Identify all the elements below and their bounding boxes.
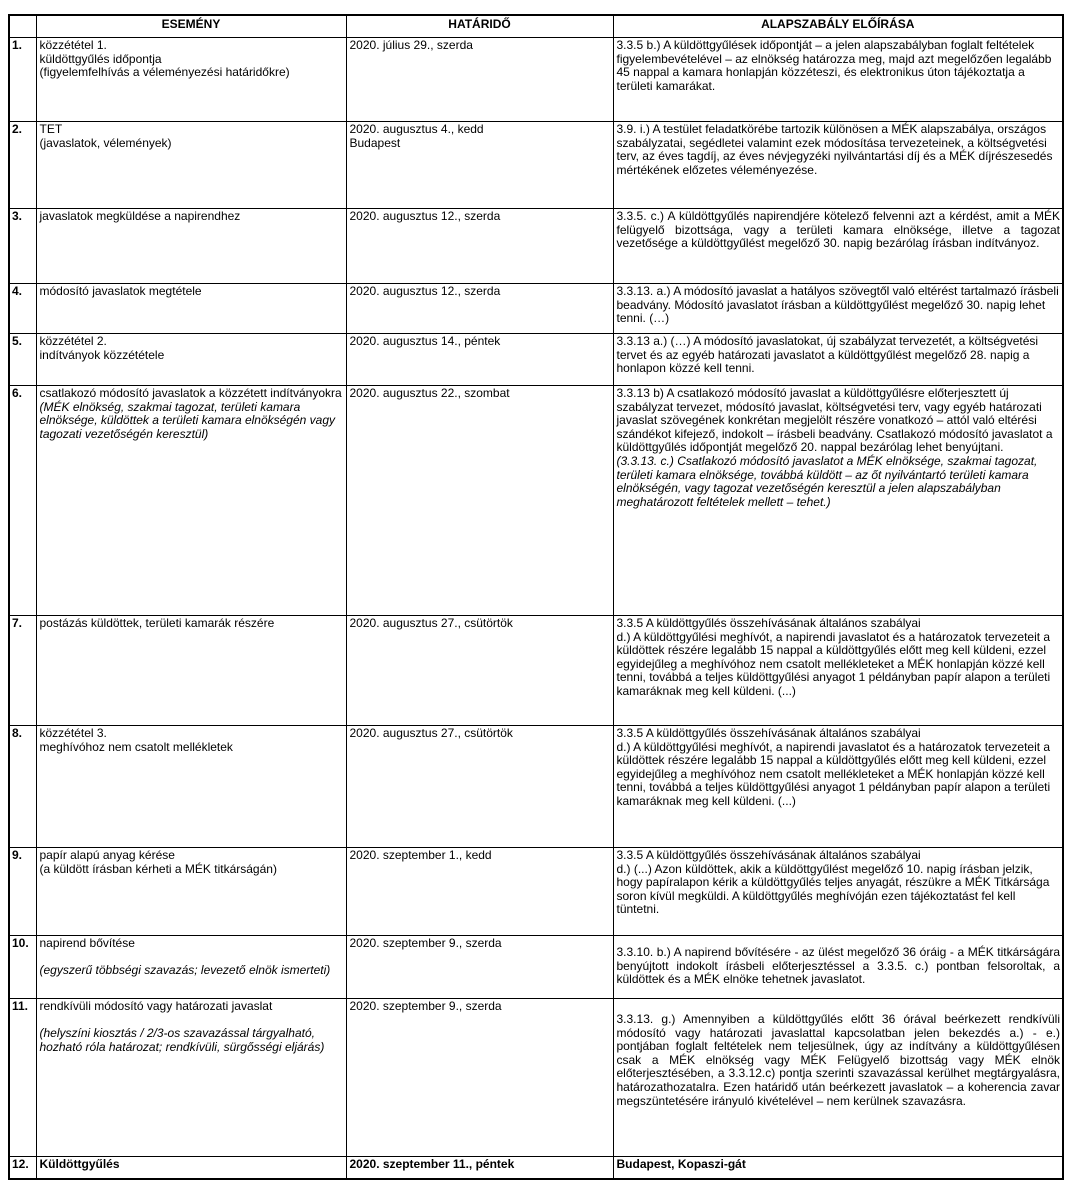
deadline-cell: [346, 122, 613, 209]
event-line: küldöttgyűlés időpontja: [39, 51, 162, 66]
event-cell: [36, 999, 346, 1157]
row-number: [9, 848, 36, 936]
provision-cell: [613, 936, 1063, 999]
event-line: (figyelemfelhívás a véleményezési határidőkre): [39, 65, 290, 80]
provision-cell: [613, 209, 1063, 284]
event-line: közzététel 3.: [39, 726, 107, 740]
provision-cell: [613, 284, 1063, 334]
provision-cell: [613, 38, 1063, 122]
deadline-cell: [346, 616, 613, 726]
provision-paragraph: 3.3.5 A küldöttgyűlés összehívásának általános szabályai: [616, 726, 921, 740]
event-line: (helyszíni kiosztás / 2/3-os szavazással tárgyalható, hozható róla határozat; rendkívüli, sürgősségi eljárás): [39, 1026, 325, 1054]
row-number: [9, 616, 36, 726]
column-header-event: ESEMÉNY: [36, 15, 346, 38]
event-line: közzététel 1.: [39, 38, 107, 52]
table-row: [9, 38, 1063, 122]
deadline-line: 2020. szeptember 1., kedd: [349, 848, 492, 862]
event-line: [40, 951, 343, 965]
table-row: [9, 616, 1063, 726]
event-cell: [36, 284, 346, 334]
deadline-line: 2020. augusztus 12., szerda: [349, 209, 501, 223]
row-number: [9, 284, 36, 334]
table-row: [9, 999, 1063, 1157]
row-number: [9, 122, 36, 209]
event-cell: [36, 848, 346, 936]
num-line: 12.: [12, 1157, 29, 1171]
provision-paragraph: d.) A küldöttgyűlési meghívót, a napirendi javaslatot és a határozatok tervezeteit a küldöttek részére legalább 15 nappal a küldöttgyűlés előtt meg kell küldeni, ezzel egyidejűleg a meghívóhoz nem csatolt mellékleteket a MÉK honlapján közzé kell tenni, továbbá a teljes küldöttgyűlési anyagot 1 példányban papír alapon a területi kamaráknak meg kell küldeni. (...): [616, 629, 1051, 698]
event-line: Küldöttgyűlés: [39, 1157, 120, 1171]
table-row: [9, 726, 1063, 848]
deadline-cell: [346, 1157, 613, 1179]
row-number: [9, 1157, 36, 1179]
deadline-line: 2020. augusztus 14., péntek: [349, 334, 501, 348]
num-line: 8.: [12, 726, 23, 740]
deadline-cell: [346, 848, 613, 936]
num-line: 9.: [12, 848, 23, 862]
num-line: 2.: [12, 122, 23, 136]
deadline-cell: [346, 386, 613, 616]
provision-paragraph: 3.3.13. a.) A módosító javaslat a hatályos szövegtől való eltérést tartalmazó írásbeli beadvány. Módosító javaslatot írásban a küldöttgyűlést megelőző 30. napig lehet tenni. (…): [616, 284, 1059, 326]
schedule-table: [8, 14, 1064, 1180]
event-line: [40, 1014, 343, 1028]
deadline-line: 2020. augusztus 22., szombat: [349, 386, 510, 400]
event-line: (a küldött írásban kérheti a MÉK titkárságán): [39, 861, 277, 876]
num-line: 4.: [12, 284, 23, 298]
provision-cell: [613, 999, 1063, 1157]
row-number: [9, 334, 36, 386]
row-number: [9, 936, 36, 999]
provision-cell: [613, 616, 1063, 726]
event-line: (javaslatok, vélemények): [39, 135, 172, 150]
event-line: csatlakozó módosító javaslatok a közzétett indítványokra: [39, 386, 342, 400]
provision-cell: [613, 726, 1063, 848]
event-cell: [36, 334, 346, 386]
table-row: [9, 334, 1063, 386]
provision-cell: [613, 334, 1063, 386]
row-number: [9, 726, 36, 848]
row-number: [9, 999, 36, 1157]
deadline-cell: [346, 726, 613, 848]
deadline-line: 2020. augusztus 27., csütörtök: [349, 726, 513, 740]
num-line: 3.: [12, 209, 23, 223]
provision-paragraph: Budapest, Kopaszi-gát: [616, 1157, 746, 1171]
row-number: [9, 386, 36, 616]
provision-cell: [613, 122, 1063, 209]
provision-paragraph: 3.3.13. g.) Amennyiben a küldöttgyűlés előtt 36 órával beérkezett rendkívüli módosító vagy határozati javaslattal kapcsolatban jelen bekezdés a.) - e.) pontjában foglalt feltételek nem teljesülnek, úgy az indítvány a küldöttgyűlésen csak a MÉK elnökség vagy MÉK Felügyelő bizottság vagy MÉK elnök előterjesztésében, a 3.3.12.c) pontja szerinti szavazással kerülhet megtárgyalásra, határozathozatalra. Ezen határidő után beérkezett javaslatok – a koherencia zavar megszüntetésére irányuló kivételével – nem kerülnek szavazásra.: [616, 1012, 1060, 1108]
event-line: TET: [39, 122, 63, 136]
num-line: 6.: [12, 386, 23, 400]
provision-paragraph: 3.3.13 a.) (…) A módosító javaslatokat, új szabályzat tervezetét, a költségvetési tervet és az egyéb határozati javaslatot a küldöttgyűlést megelőző 28. napig a honlapon közzé kell tenni.: [616, 334, 1039, 376]
num-line: 11.: [12, 999, 29, 1013]
provision-paragraph: d.) A küldöttgyűlési meghívót, a napirendi javaslatot és a határozatok tervezeteit a küldöttek részére legalább 15 nappal a küldöttgyűlés előtt meg kell küldeni, ezzel egyidejűleg a meghívóhoz nem csatolt mellékleteket a MÉK honlapján közzé kell tenni, továbbá a teljes küldöttgyűlési anyagot 1 példányban papír alapon a területi kamaráknak meg kell küldeni. (...): [616, 739, 1051, 808]
event-cell: [36, 936, 346, 999]
event-line: (egyszerű többségi szavazás; levezető elnök ismerteti): [39, 963, 331, 978]
provision-cell: [613, 1157, 1063, 1179]
provision-paragraph: 3.3.5 b.) A küldöttgyűlések időpontját – a jelen alapszabályban foglalt feltételek figyelembevételével – az elnökség határozza meg, majd azt megelőzően legalább 45 nappal a kamara honlapján közzéteszi, és elektronikus úton tájékoztatja a területi kamarákat.: [616, 38, 1052, 93]
table-row: [9, 386, 1063, 616]
event-line: rendkívüli módosító vagy határozati javaslat: [39, 999, 273, 1013]
deadline-cell: [346, 38, 613, 122]
provision-paragraph: 3.3.5 A küldöttgyűlés összehívásának általános szabályai: [616, 616, 921, 630]
table-row: [9, 284, 1063, 334]
deadline-line: 2020. augusztus 27., csütörtök: [349, 616, 513, 630]
provision-paragraph: 3.3.5. c.) A küldöttgyűlés napirendjére kötelező felvenni azt a kérdést, amit a MÉK felügyelő bizottsága, vagy a területi kamara elnöksége, illetve a tagozat vezetősége a küldöttgyűlést megelőző 30. napig bezárólag írásban indítványoz.: [616, 209, 1060, 251]
event-line: közzététel 2.: [39, 334, 107, 348]
event-line: papír alapú anyag kérése: [39, 848, 175, 862]
num-line: 7.: [12, 616, 23, 630]
column-header-deadline: HATÁRIDŐ: [346, 15, 613, 38]
deadline-cell: [346, 936, 613, 999]
event-line: módosító javaslatok megtétele: [39, 284, 202, 298]
event-line: indítványok közzététele: [39, 347, 165, 362]
num-line: 1.: [12, 38, 23, 52]
event-line: postázás küldöttek, területi kamarák részére: [39, 616, 275, 630]
provision-paragraph: d.) (...) Azon küldöttek, akik a küldöttgyűlést megelőző 10. napig írásban jelzik, hogy papíralapon kérik a küldöttgyűlés teljes anyagát, részükre a MÉK Titkársága soron kívül megküldi. A küldöttgyűlés meghívóján ezen tájékoztatást fel kell tüntetni.: [616, 861, 1050, 917]
event-line: (MÉK elnökség, szakmai tagozat, területi kamara elnöksége, küldöttek a területi kamara elnökségén vagy tagozati vezetőségén keresztül): [39, 399, 336, 441]
table-row: [9, 936, 1063, 999]
event-cell: [36, 386, 346, 616]
event-line: javaslatok megküldése a napirendhez: [39, 209, 241, 223]
provision-paragraph: 3.3.5 A küldöttgyűlés összehívásának általános szabályai: [616, 848, 921, 862]
row-number: [9, 209, 36, 284]
event-cell: [36, 209, 346, 284]
event-cell: [36, 1157, 346, 1179]
event-cell: [36, 726, 346, 848]
provision-paragraph: 3.9. i.) A testület feladatkörébe tartozik különösen a MÉK alapszabálya, országos szabályzatai, segédletei valamint ezek módosítása tervezeteinek, a költségvetési terv, az éves tagdíj, az éves névjegyzéki nyilvántartási díj és a MÉK díjrészesedés mértékének előzetes véleményezése.: [616, 122, 1053, 177]
table-row: [9, 122, 1063, 209]
row-number: [9, 38, 36, 122]
column-header-index: [9, 15, 36, 38]
provision-cell: [613, 386, 1063, 616]
table-row: [9, 209, 1063, 284]
table-row: [9, 1157, 1063, 1179]
deadline-line: 2020. szeptember 9., szerda: [349, 936, 502, 950]
deadline-line: 2020. augusztus 4., kedd: [349, 122, 484, 136]
deadline-line: 2020. augusztus 12., szerda: [349, 284, 501, 298]
event-cell: [36, 616, 346, 726]
event-line: napirend bővítése: [39, 936, 135, 950]
event-cell: [36, 122, 346, 209]
deadline-cell: [346, 284, 613, 334]
provision-paragraph: 3.3.10. b.) A napirend bővítésére - az ülést megelőző 36 óráig - a MÉK titkárságára benyújtott indokolt írásbeli előterjesztéssel a 3.3.5. c.) pontban felsoroltak, a küldöttek és a MÉK elnöke tehetnek javaslatot.: [616, 945, 1060, 987]
event-line: meghívóhoz nem csatolt mellékletek: [39, 739, 233, 754]
event-cell: [36, 38, 346, 122]
provision-paragraph: 3.3.13 b) A csatlakozó módosító javaslat a küldöttgyűlésre előterjesztett új szabályzat tervezet, módosító javaslat, költségvetési terv, vagy egyéb határozati javaslat szövegének konkrétan megjelölt részére vonatkozó – attól való eltérési szándékot kifejező, indokolt – írásbeli beadvány. Csatlakozó módosító javaslatot a küldöttgyűlés időpontját megelőző 20. nappal bezárólag lehet benyújtani.: [616, 386, 1053, 455]
deadline-line: 2020. július 29., szerda: [349, 38, 473, 52]
table-row: [9, 848, 1063, 936]
provision-paragraph: (3.3.13. c.) Csatlakozó módosító javaslatot a MÉK elnöksége, szakmai tagozat, területi kamara elnöksége, továbbá küldött – az őt nyilvántartó területi kamara elnökségén, vagy tagozat vezetőségén keresztül a jelen alapszabályban meghatározott feltételek mellett – tehet.): [616, 453, 1038, 509]
provision-cell: [613, 848, 1063, 936]
deadline-line: Budapest: [349, 135, 401, 150]
deadline-line: 2020. szeptember 9., szerda: [349, 999, 502, 1013]
num-line: 10.: [12, 936, 29, 950]
deadline-cell: [346, 334, 613, 386]
deadline-cell: [346, 209, 613, 284]
header-row: [9, 15, 1063, 38]
deadline-cell: [346, 999, 613, 1157]
deadline-line: 2020. szeptember 11., péntek: [349, 1157, 515, 1171]
num-line: 5.: [12, 334, 23, 348]
column-header-provision: ALAPSZABÁLY ELŐÍRÁSA: [613, 15, 1063, 38]
schedule-table-body: [9, 38, 1063, 1179]
